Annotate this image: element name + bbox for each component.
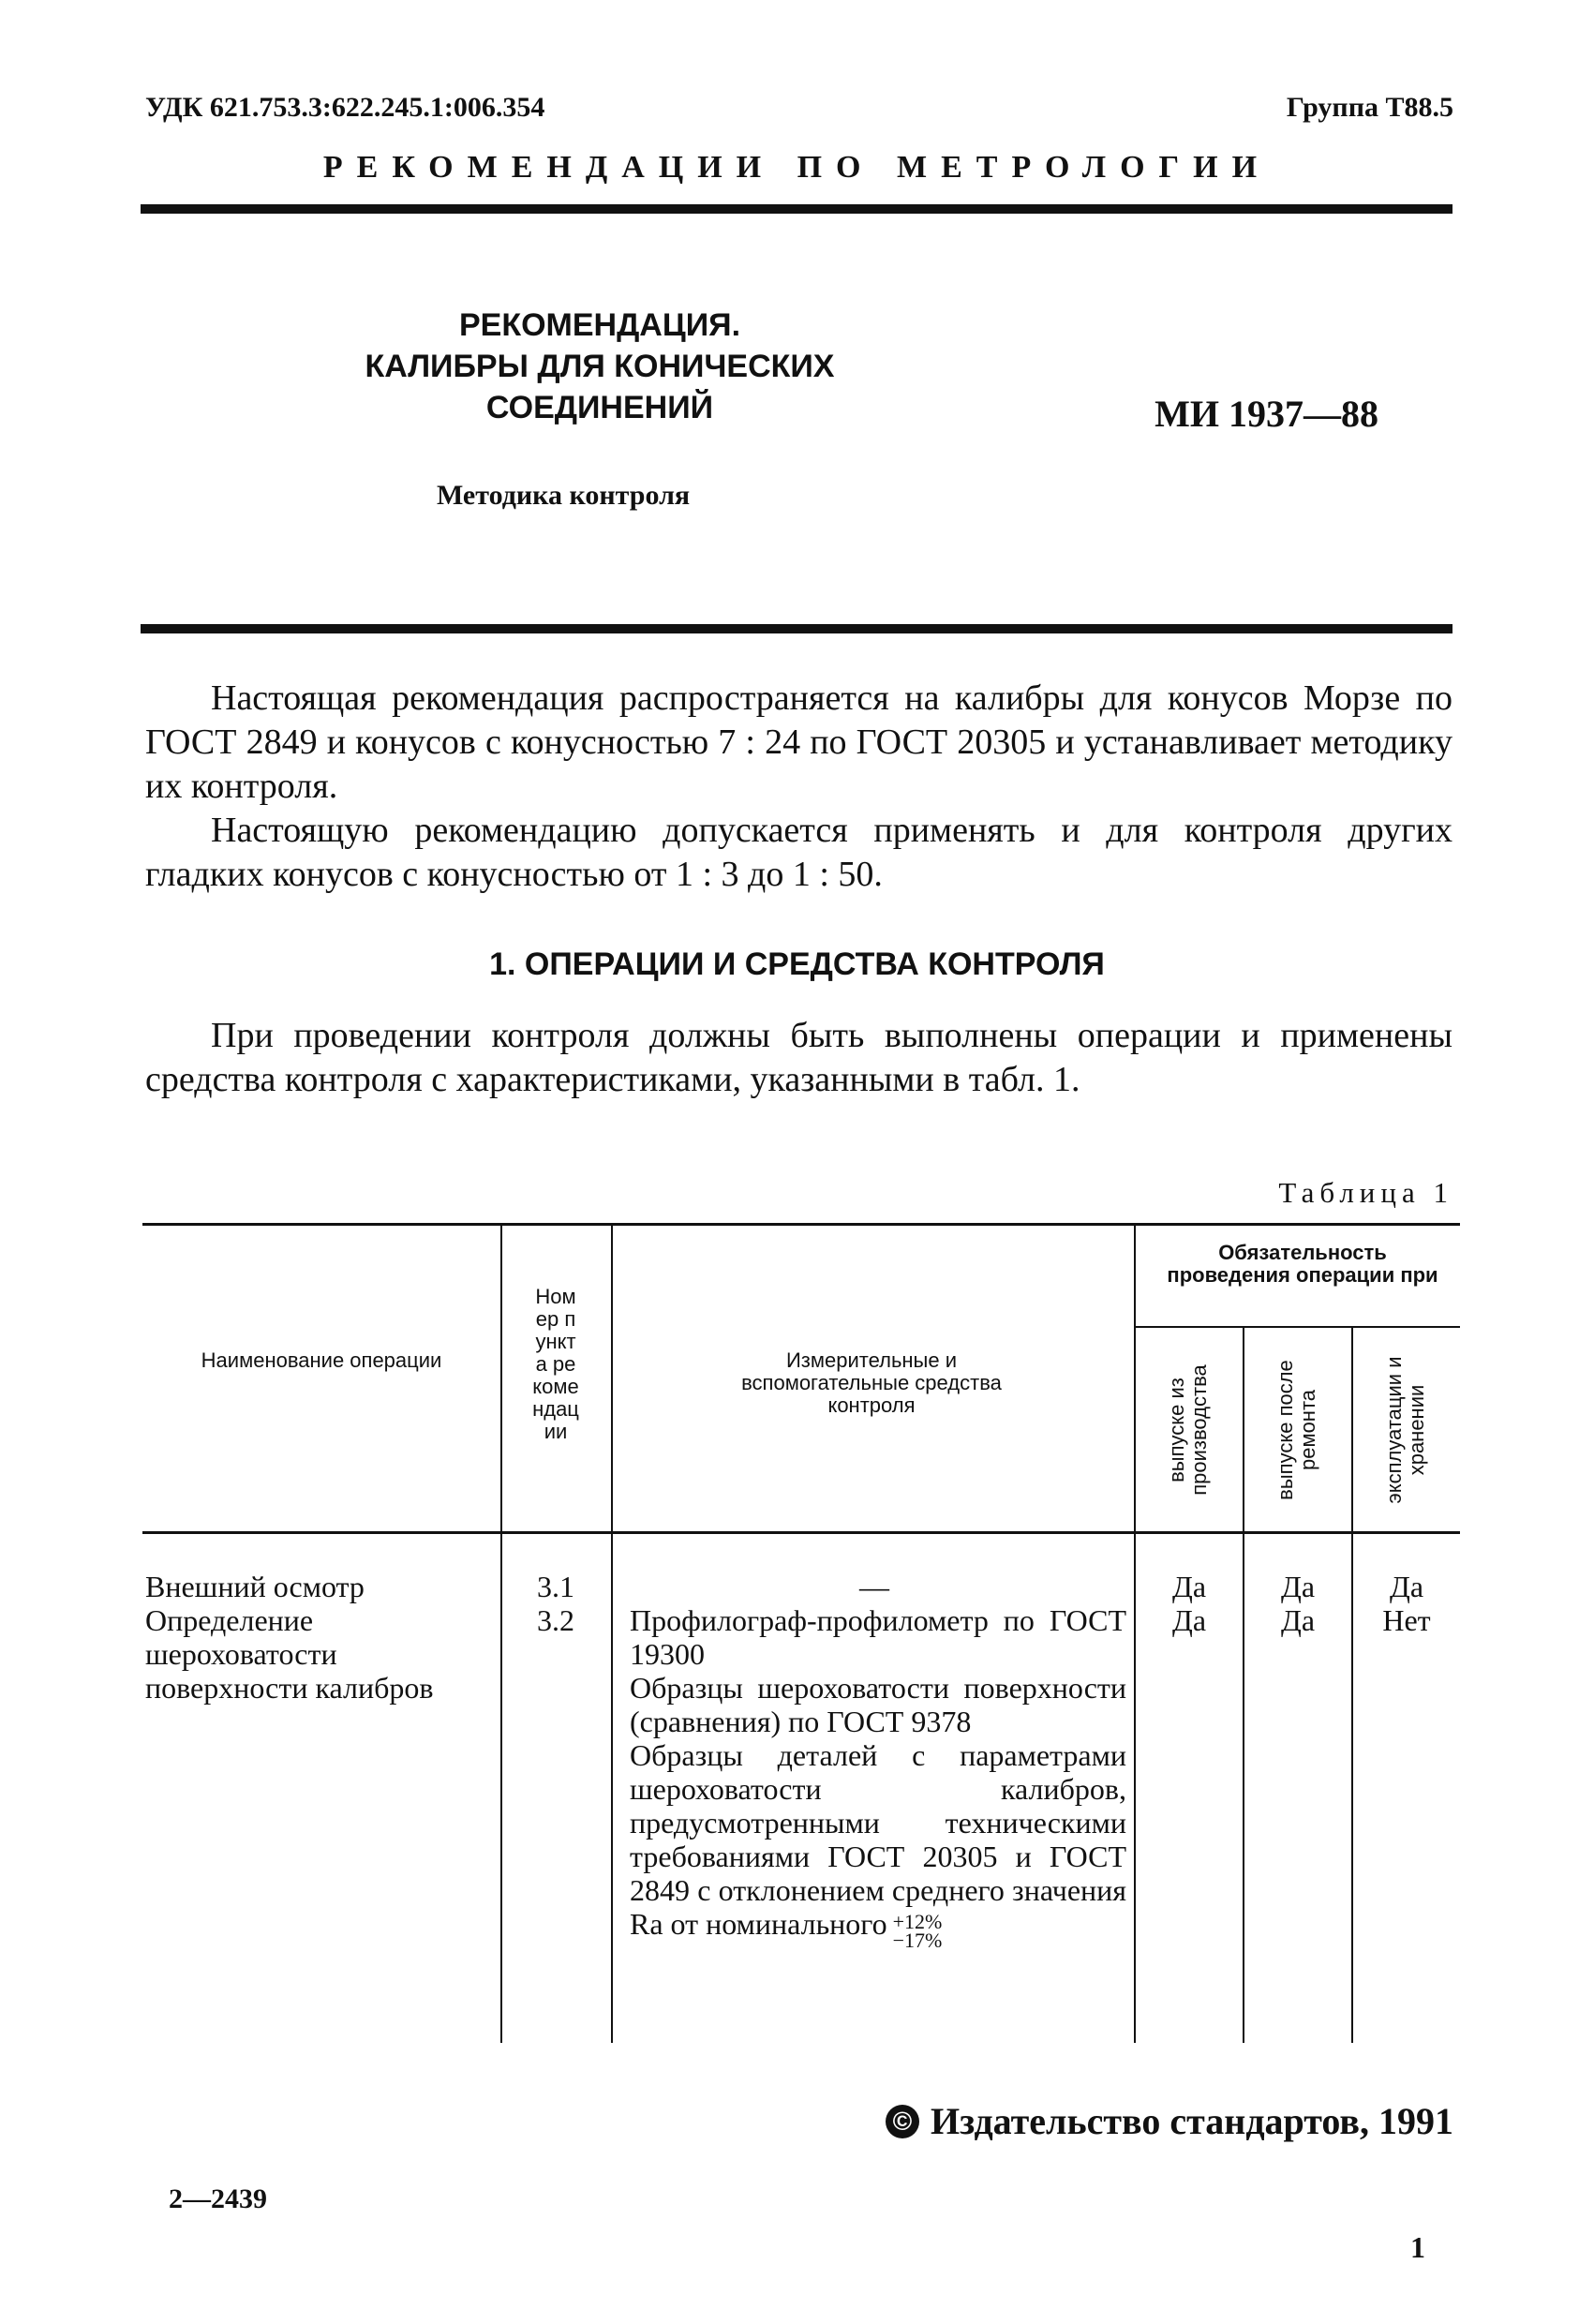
- row2-point: 3.2: [537, 1603, 574, 1637]
- section-paragraph: При проведении контроля должны быть выполнены операции и применены средства контроля с характеристиками, указанными в табл. 1.: [145, 1016, 1452, 1099]
- tolerance-minus: −17%: [892, 1929, 943, 1952]
- row1-operation: Внешний осмотр: [145, 1570, 365, 1603]
- group-code: Группа Т88.5: [1286, 92, 1453, 123]
- intro-paragraph-2: Настоящую рекомендацию допускается применять и для контроля других гладких конусов с конусностью от 1 : 3 до 1 : 50.: [145, 811, 1452, 894]
- copyright-text: Издательство стандартов, 1991: [930, 2100, 1453, 2142]
- row1-point: 3.1: [537, 1570, 574, 1603]
- title-line-2: КАЛИБРЫ ДЛЯ КОНИЧЕСКИХ: [365, 349, 835, 384]
- series-title: РЕКОМЕНДАЦИИ ПО МЕТРОЛОГИИ: [322, 150, 1272, 185]
- row2-tool-2: Образцы шероховатости поверхности (сравнения) по ГОСТ 9378: [630, 1671, 1126, 1738]
- row2-operation: Определение шероховатости поверхности калибров: [145, 1603, 434, 1705]
- document-code: МИ 1937—88: [1155, 393, 1378, 435]
- row1-production: Да: [1171, 1570, 1207, 1603]
- tolerance-plus: +12%: [892, 1910, 943, 1933]
- row2-tool-1: Профилограф-профилометр по ГОСТ 19300: [630, 1603, 1126, 1671]
- row2-repair: Да: [1280, 1603, 1316, 1637]
- title-line-1: РЕКОМЕНДАЦИЯ.: [458, 307, 741, 343]
- header-bottom-rule: [142, 1531, 1460, 1534]
- row1-repair: Да: [1280, 1570, 1316, 1603]
- intro-paragraph-1: Настоящая рекомендация распространяется на калибры для конусов Морзе по ГОСТ 2849 и конусов с конусностью 7 : 24 по ГОСТ 20305 и устанавливает методику их контроля.: [145, 678, 1452, 806]
- order-number: 2—2439: [169, 2183, 267, 2214]
- row2-exploitation: Нет: [1382, 1603, 1431, 1637]
- row2-tool-3-text: Образцы деталей с параметрами шероховатости калибров, предусмотренными техническими требованиями ГОСТ 20305 и ГОСТ 2849 с отклонением среднего значения Ra от номинального: [630, 1738, 1126, 1941]
- header-point: Номер пункта рекомендации: [532, 1285, 579, 1443]
- col-divider-2: [611, 1226, 613, 2043]
- header-operation: Наименование операции: [201, 1348, 442, 1372]
- copyright-icon: ©: [886, 2105, 919, 2138]
- row1-exploitation: Да: [1389, 1570, 1424, 1603]
- header-production: выпуске из производства: [1165, 1364, 1211, 1496]
- col-divider-5: [1351, 1328, 1353, 2043]
- row2-tool-3: [630, 1738, 1126, 1950]
- row2-production: Да: [1171, 1603, 1207, 1637]
- row2-tools: [630, 1603, 1126, 1950]
- obligation-rule: [1134, 1326, 1460, 1328]
- udk-code: УДК 621.753.3:622.245.1:006.354: [145, 92, 545, 123]
- tolerance-fraction: [892, 1910, 943, 1952]
- page-number: 1: [1410, 2230, 1425, 2264]
- header-tools: Измерительные и вспомогательные средства контроля: [741, 1348, 1002, 1417]
- table-caption: Таблица 1: [1278, 1176, 1453, 1209]
- table-top-rule: [142, 1223, 1460, 1226]
- header-repair: выпуске после ремонта: [1274, 1360, 1319, 1500]
- row1-tools: —: [859, 1570, 889, 1603]
- col-divider-4: [1243, 1328, 1244, 2043]
- copyright-line: [886, 2099, 1453, 2143]
- section-heading: 1. ОПЕРАЦИИ И СРЕДСТВА КОНТРОЛЯ: [489, 946, 1105, 982]
- document-subtitle: Методика контроля: [437, 480, 691, 511]
- title-line-3: СОЕДИНЕНИЙ: [485, 390, 714, 425]
- header-obligation: Обязательность проведения операции при: [1167, 1241, 1438, 1287]
- header-exploitation: эксплуатации и хранении: [1382, 1356, 1428, 1504]
